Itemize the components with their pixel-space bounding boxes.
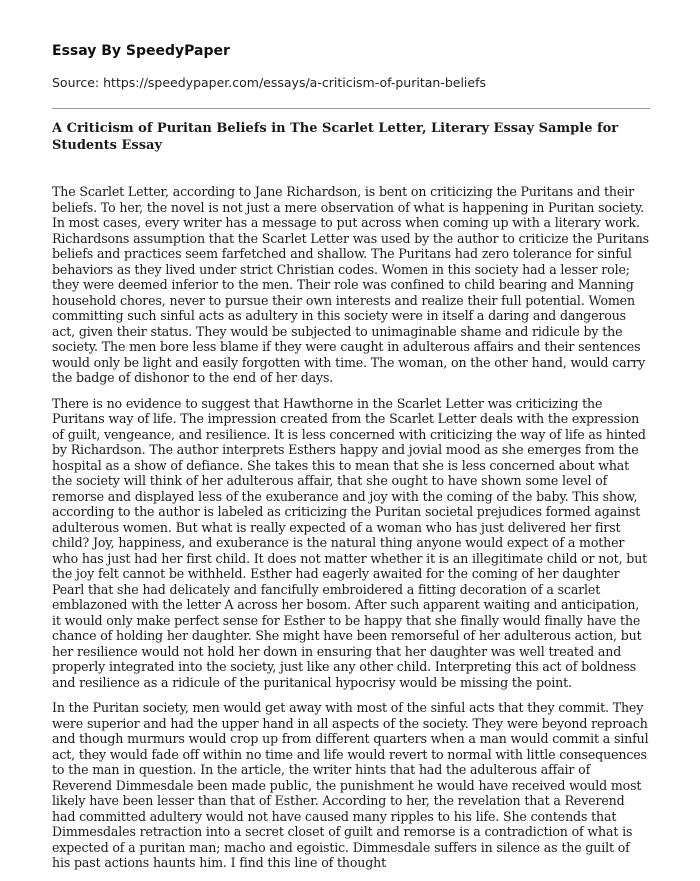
paragraph: There is no evidence to suggest that Hawthorne in the Scarlet Letter was criticizing the Puritans way of life. The impression created from the Scarlet Letter deals with the expression of guilt, vengeance, and resilience. It is less concerned with criticizing the way of life as hinted by Richardson. The author interprets Esthers happy and jovial mood as she emerges from the hospital as a show of defiance. She takes this to mean that she is less concerned about what the society will think of her adulterous affair, that she ought to have shown some level of remorse and displayed less of the exuberance and joy with the coming of the baby. This show, according to the author is labeled as criticizing the Puritan societal prejudices formed against adulterous women. But what is really expected of a woman who has just delivered her first child? Joy, happiness, and exuberance is the natural thing anyone would expect of a mother who has just had her first child. It does not matter whether it is an illegitimate child or not, but the joy felt cannot be withheld. Esther had eagerly awaited for the coming of her daughter Pearl that she had delicately and fancifully embroidered a fitting decoration of a scarlet emblazoned with the letter A across her bosom. After such apparent waiting and anticipation, it would only make perfect sense for Esther to be happy that she finally would finally have the chance of holding her daughter. She might have been remorseful of her adulterous action, but her resilience would not hold her down in ensuring that her daughter was well treated and properly integrated into the society, just like any other child. Interpreting this act of boldness and resilience as a ridicule of the puritanical hypocrisy would be missing the point. xyxy=(52,395,648,690)
essay-title: A Criticism of Puritan Beliefs in The Scarlet Letter, Literary Essay Sample for Students Essay xyxy=(52,121,619,153)
brand-heading: Essay By SpeedyPaper xyxy=(52,43,230,59)
paragraph: The Scarlet Letter, according to Jane Richardson, is bent on criticizing the Puritans and their beliefs. To her, the novel is not just a mere observation of what is happening in Puritan society. In most cases, every writer has a message to put across when coming up with a literary work. Richardsons assumption that the Scarlet Letter was used by the author to criticize the Puritans beliefs and practices seem farfetched and shallow. The Puritans had zero tolerance for sinful behaviors as they lived under strict Christian codes. Women in this society had a lesser role; they were deemed inferior to the men. Their role was confined to child bearing and Manning household chores, never to pursue their own interests and realize their full potential. Women committing such sinful acts as adultery in this society were in itself a daring and dangerous act, given their status. They would be subjected to unimaginable shame and ridicule by the society. The men bore less blame if they were caught in adulterous affairs and their sentences would only be light and easily forgotten with time. The woman, on the other hand, would carry the badge of dishonor to the end of her days. xyxy=(52,184,649,385)
paragraph: In the Puritan society, men would get away with most of the sinful acts that they commit. They were superior and had the upper hand in all aspects of the society. They were beyond reproach and though murmurs would crop up from different quarters when a man would commit a sinful act, they would fade off within no time and life would revert to normal with little consequences to the man in question. In the article, the writer hints that had the adulterous affair of Reverend Dimmesdale been made public, the punishment he would have received would most likely have been lesser than that of Esther. According to her, the revelation that a Reverend had committed adultery would not have caused many ripples to his life. She contends that Dimmesdales retraction into a secret closet of guilt and remorse is a contradiction of what is expected of a puritan man; macho and egoistic. Dimmesdale suffers in silence as the guilt of his past actions haunts him. I find this line of thought xyxy=(52,700,649,870)
essay-body xyxy=(52,184,650,881)
source-line: Source: https://speedypaper.com/essays/a-criticism-of-puritan-beliefs xyxy=(52,75,486,90)
header-divider xyxy=(52,108,650,109)
